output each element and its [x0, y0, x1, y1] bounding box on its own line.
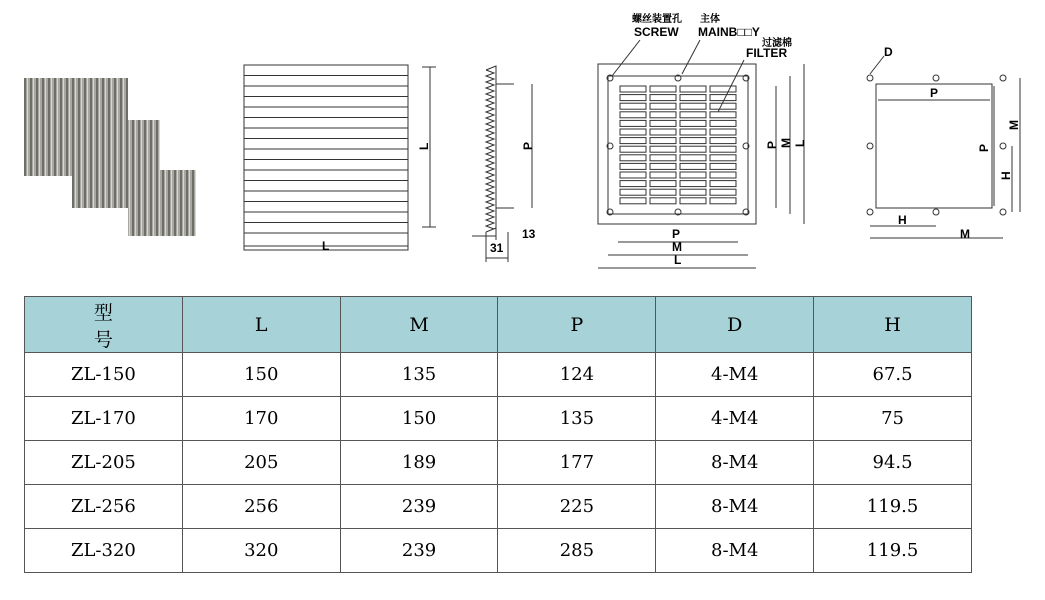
mount-M-side-label: M [1007, 120, 1021, 130]
header-P: P [498, 297, 656, 353]
main-cn-label: 主体 [700, 14, 720, 25]
cell-M: 239 [340, 529, 498, 573]
cell-M: 135 [340, 353, 498, 397]
technical-drawings [0, 0, 1045, 290]
cell-H: 75 [814, 397, 972, 441]
cell-P: 124 [498, 353, 656, 397]
mount-M-bottom-label: M [960, 227, 970, 241]
cell-M: 189 [340, 441, 498, 485]
cell-L: 205 [182, 441, 340, 485]
cell-D: 8-M4 [656, 529, 814, 573]
front-L-horizontal-label: L [322, 239, 330, 253]
header-L: L [182, 297, 340, 353]
cell-M: 239 [340, 485, 498, 529]
cell-H: 67.5 [814, 353, 972, 397]
cell-L: 256 [182, 485, 340, 529]
mount-D-label: D [884, 45, 893, 59]
assembly-M-bottom-label: M [672, 240, 682, 254]
cell-H: 94.5 [814, 441, 972, 485]
header-model: 型 号 [25, 297, 183, 353]
cell-P: 135 [498, 397, 656, 441]
cell-L: 320 [182, 529, 340, 573]
table-header-row [25, 297, 972, 353]
front-view-drawing [244, 65, 436, 250]
header-D: D [656, 297, 814, 353]
screw-label: SCREW [634, 25, 679, 39]
side-31-label: 31 [490, 241, 504, 255]
cell-L: 150 [182, 353, 340, 397]
assembly-view-drawing [598, 40, 804, 268]
cell-M: 150 [340, 397, 498, 441]
header-H: H [814, 297, 972, 353]
mounting-view-drawing [867, 56, 1020, 238]
cell-model: ZL-320 [25, 529, 183, 573]
assembly-L-bottom-label: L [674, 253, 682, 267]
cell-model: ZL-170 [25, 397, 183, 441]
cell-P: 177 [498, 441, 656, 485]
cell-D: 4-M4 [656, 353, 814, 397]
cell-H: 119.5 [814, 485, 972, 529]
table-row [25, 529, 972, 573]
specification-table [24, 296, 972, 573]
mount-P-top-label: P [930, 86, 939, 100]
table-row [25, 485, 972, 529]
cell-D: 8-M4 [656, 441, 814, 485]
grille-small [128, 170, 196, 236]
header-M: M [340, 297, 498, 353]
cell-H: 119.5 [814, 529, 972, 573]
cell-P: 285 [498, 529, 656, 573]
cell-D: 8-M4 [656, 485, 814, 529]
table-row [25, 397, 972, 441]
table-row [25, 441, 972, 485]
assembly-P-bottom-label: P [672, 227, 681, 241]
mount-P-side-label: P [977, 143, 991, 152]
cell-model: ZL-150 [25, 353, 183, 397]
side-P-label: P [521, 141, 535, 150]
screw-cn-label: 螺丝装置孔 [632, 14, 682, 25]
mount-H-side-label: H [999, 171, 1013, 180]
filter-cn-label: 过滤棉 [762, 38, 792, 49]
product-photo [24, 78, 196, 236]
side-13-label: 13 [522, 227, 536, 241]
cell-D: 4-M4 [656, 397, 814, 441]
cell-model: ZL-256 [25, 485, 183, 529]
assembly-P-side-label: P [765, 140, 779, 149]
main-label: MAINB□□Y [698, 25, 760, 39]
cell-L: 170 [182, 397, 340, 441]
front-L-vertical-label: L [417, 142, 431, 150]
cell-P: 225 [498, 485, 656, 529]
table-row [25, 353, 972, 397]
assembly-M-side-label: M [779, 138, 793, 148]
cell-model: ZL-205 [25, 441, 183, 485]
assembly-L-side-label: L [793, 139, 807, 147]
mount-H-bottom-label: H [898, 213, 907, 227]
filter-label: FILTER [746, 46, 788, 60]
